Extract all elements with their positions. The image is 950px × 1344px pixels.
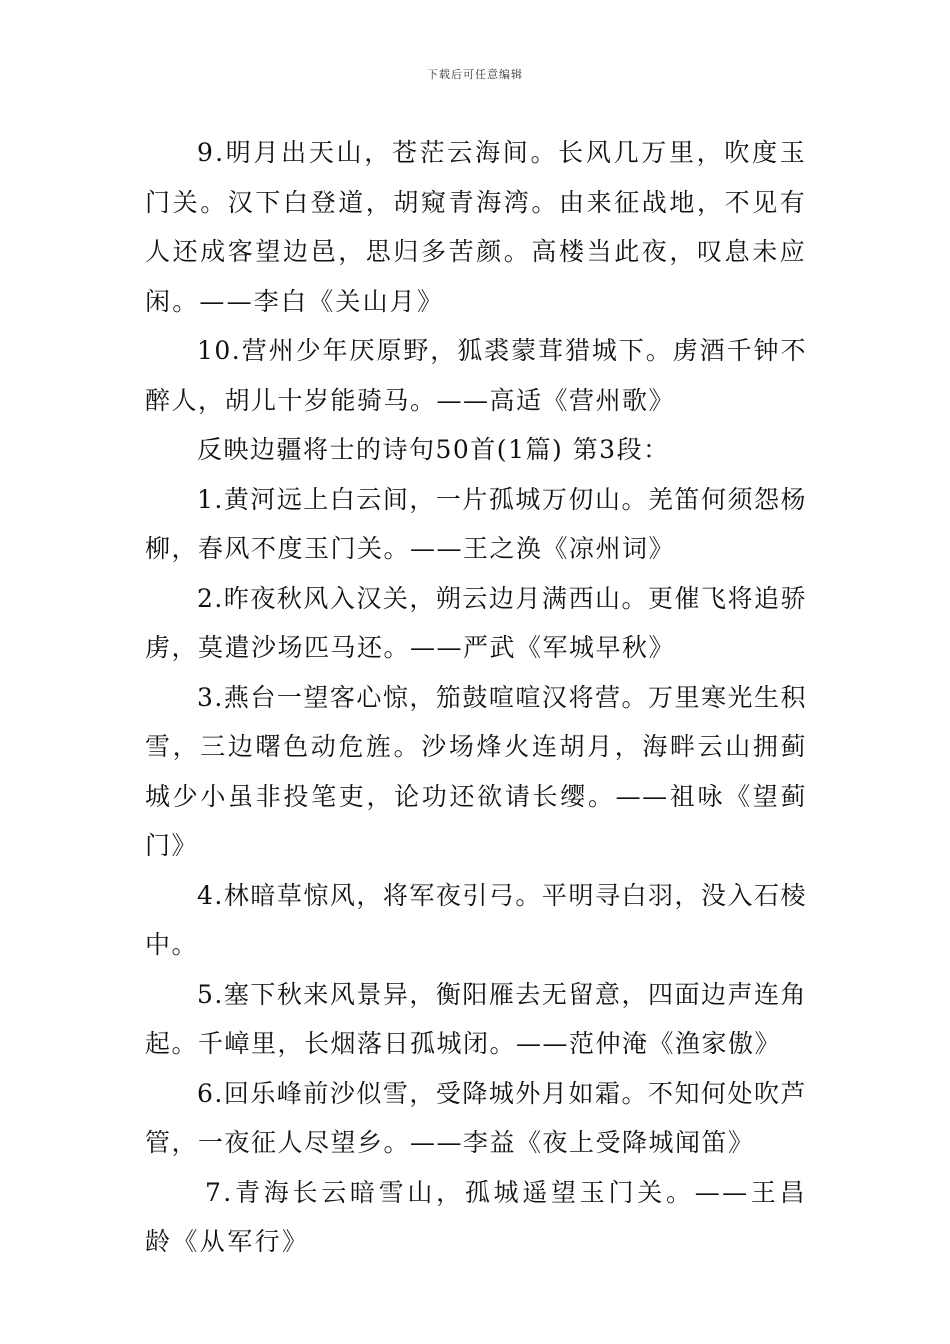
poem-paragraph-4: 4.林暗草惊风，将军夜引弓。平明寻白羽，没入石棱中。 (145, 880, 807, 959)
poem-paragraph-9: 9.明月出天山，苍茫云海间。长风几万里，吹度玉门关。汉下白登道，胡窥青海湾。由来征战地，不见有人还成客望边邑，思归多苦颜。高楼当此夜，叹息未应闲。——李白《关山月》 (145, 138, 807, 316)
poem-paragraph-3: 3.燕台一望客心惊，笳鼓喧喧汉将营。万里寒光生积雪，三边曙色动危旌。沙场烽火连胡月，海畔云山拥蓟城少小虽非投笔吏，论功还欲请长缨。——祖咏《望蓟门》 (145, 682, 807, 860)
poem-paragraph-6: 6.回乐峰前沙似雪，受降城外月如霜。不知何处吹芦管，一夜征人尽望乡。——李益《夜上受降城闻笛》 (145, 1078, 807, 1157)
poem-paragraph-1: 1.黄河远上白云间，一片孤城万仞山。羌笛何须怨杨柳，春风不度玉门关。——王之涣《凉州词》 (145, 484, 807, 563)
poem-paragraph-2: 2.昨夜秋风入汉关，朔云边月满西山。更催飞将追骄虏，莫遣沙场匹马还。——严武《军城早秋》 (145, 583, 807, 662)
section-heading: 反映边疆将士的诗句50首(1篇) 第3段： (197, 435, 670, 464)
poem-paragraph-10: 10.营州少年厌原野，狐裘蒙茸猎城下。虏酒千钟不醉人，胡儿十岁能骑马。——高适《营州歌》 (145, 336, 807, 415)
poem-paragraph-5: 5.塞下秋来风景异，衡阳雁去无留意，四面边声连角起。千嶂里，长烟落日孤城闭。——范仲淹《渔家傲》 (145, 979, 807, 1058)
document-body (145, 128, 807, 1267)
poem-paragraph-7: 7.青海长云暗雪山，孤城遥望玉门关。——王昌龄《从军行》 (145, 1177, 807, 1256)
page-header: 下载后可任意编辑 (427, 68, 523, 81)
